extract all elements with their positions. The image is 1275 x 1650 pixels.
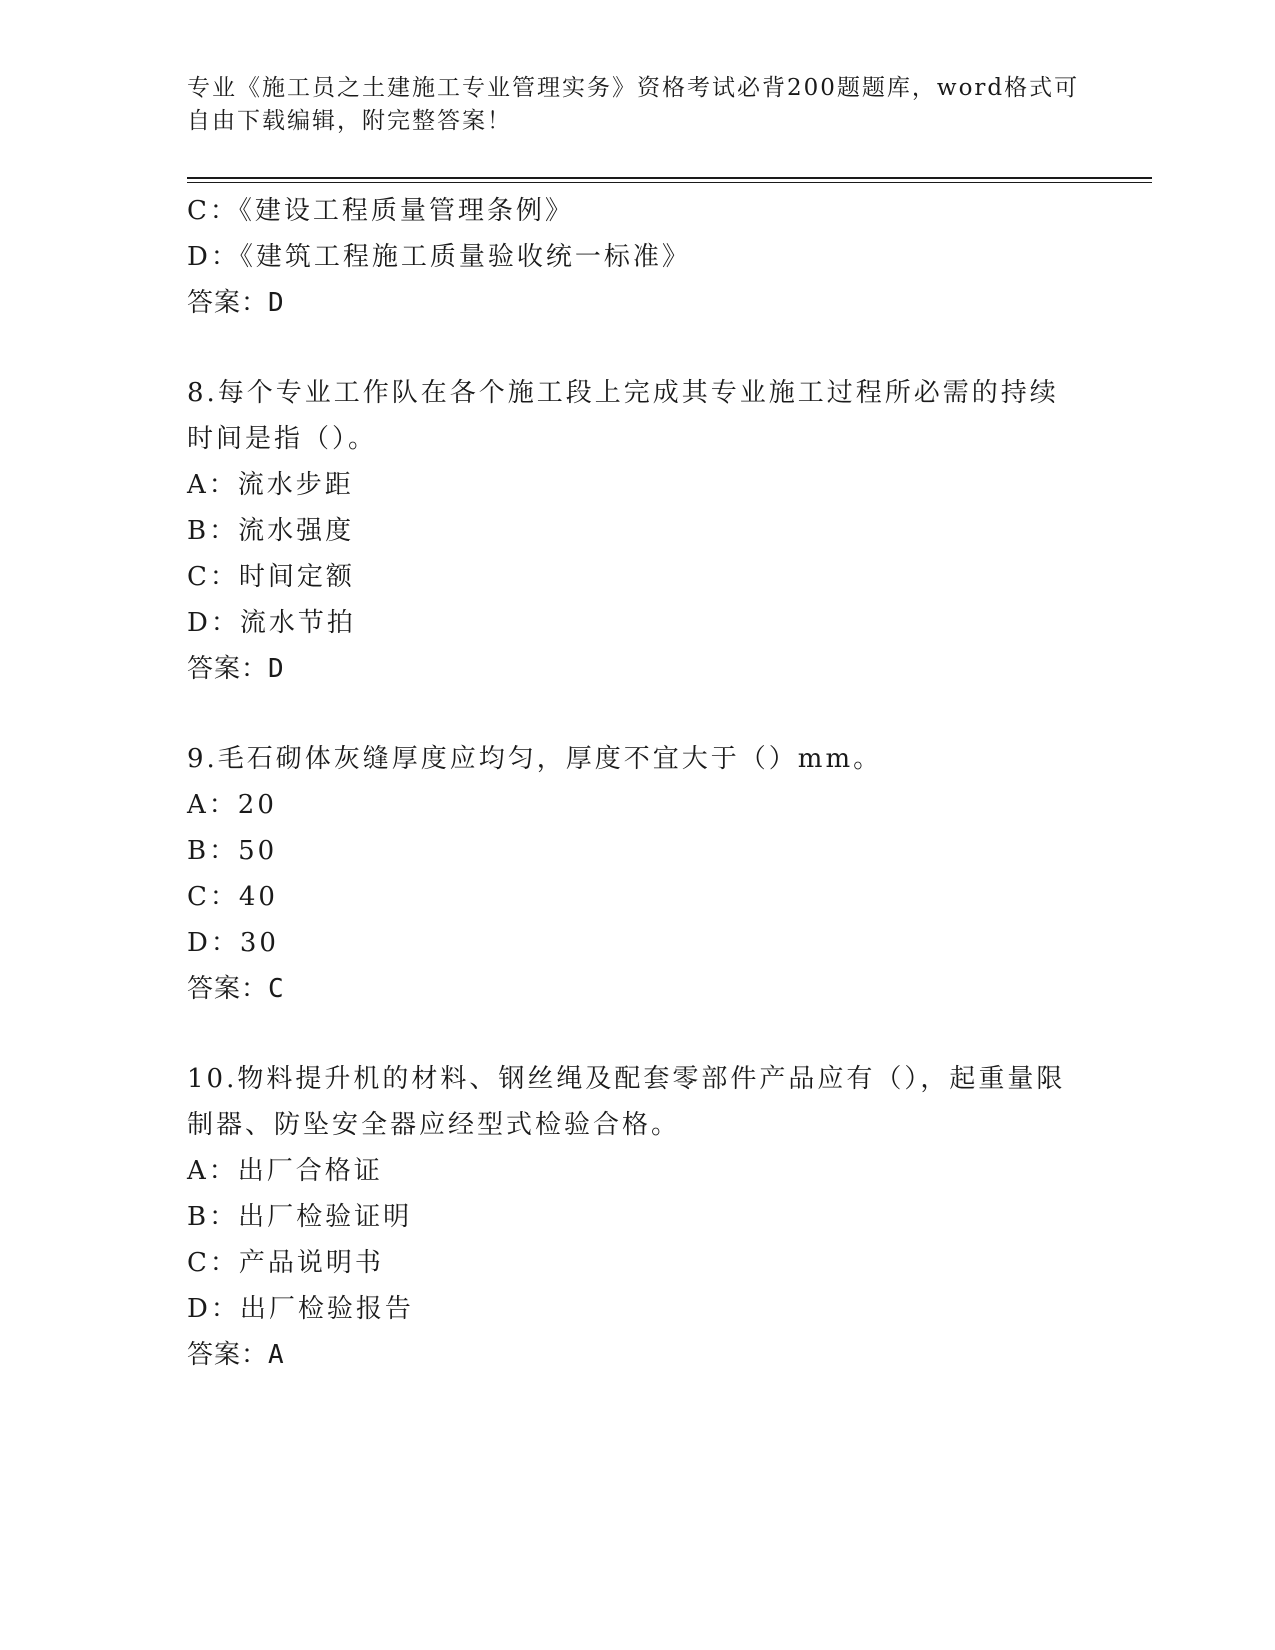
question-text-line-1: 8.每个专业工作队在各个施工段上完成其专业施工过程所必需的持续 — [187, 378, 1059, 408]
answer-line: 答案：D — [187, 288, 285, 318]
option-b: B：流水强度 — [187, 516, 355, 546]
question-text-line-2: 时间是指（）。 — [187, 424, 378, 454]
option-c: C：产品说明书 — [187, 1248, 384, 1278]
option-b: B：出厂检验证明 — [187, 1202, 413, 1232]
header-line-1: 专业《施工员之土建施工专业管理实务》资格考试必背200题题库，word格式可 — [187, 75, 1080, 101]
option-c: C：40 — [187, 882, 278, 912]
question-text-line-1: 9.毛石砌体灰缝厚度应均匀，厚度不宜大于（）mm。 — [187, 744, 883, 774]
option-b: B：50 — [187, 836, 278, 866]
option-c: C：《建设工程质量管理条例》 — [187, 196, 574, 226]
header-divider-thin — [187, 182, 1152, 183]
option-c: C：时间定额 — [187, 562, 355, 592]
option-d: D：出厂检验报告 — [187, 1294, 414, 1324]
question-8 — [187, 370, 1107, 692]
spacer — [187, 692, 1107, 736]
answer-line: 答案：C — [187, 974, 285, 1004]
header-line-2: 自由下载编辑，附完整答案！ — [187, 108, 512, 134]
question-10 — [187, 1056, 1107, 1378]
option-a: A：出厂合格证 — [187, 1156, 383, 1186]
question-7 — [187, 188, 1107, 326]
answer-line: 答案：A — [187, 1340, 285, 1370]
option-d: D：《建筑工程施工质量验收统一标准》 — [187, 242, 691, 272]
question-text-line-1: 10.物料提升机的材料、钢丝绳及配套零部件产品应有（），起重量限 — [187, 1064, 1066, 1094]
question-text-line-2: 制器、防坠安全器应经型式检验合格。 — [187, 1110, 681, 1140]
answer-line: 答案：D — [187, 654, 285, 684]
question-list — [187, 188, 1107, 1378]
option-a: A：流水步距 — [187, 470, 354, 500]
spacer — [187, 1012, 1107, 1056]
document-header — [187, 72, 1080, 138]
option-d: D：流水节拍 — [187, 608, 356, 638]
spacer — [187, 326, 1107, 370]
question-9 — [187, 736, 1107, 1012]
header-divider-thick — [187, 177, 1152, 179]
option-a: A：20 — [187, 790, 277, 820]
option-d: D：30 — [187, 928, 279, 958]
